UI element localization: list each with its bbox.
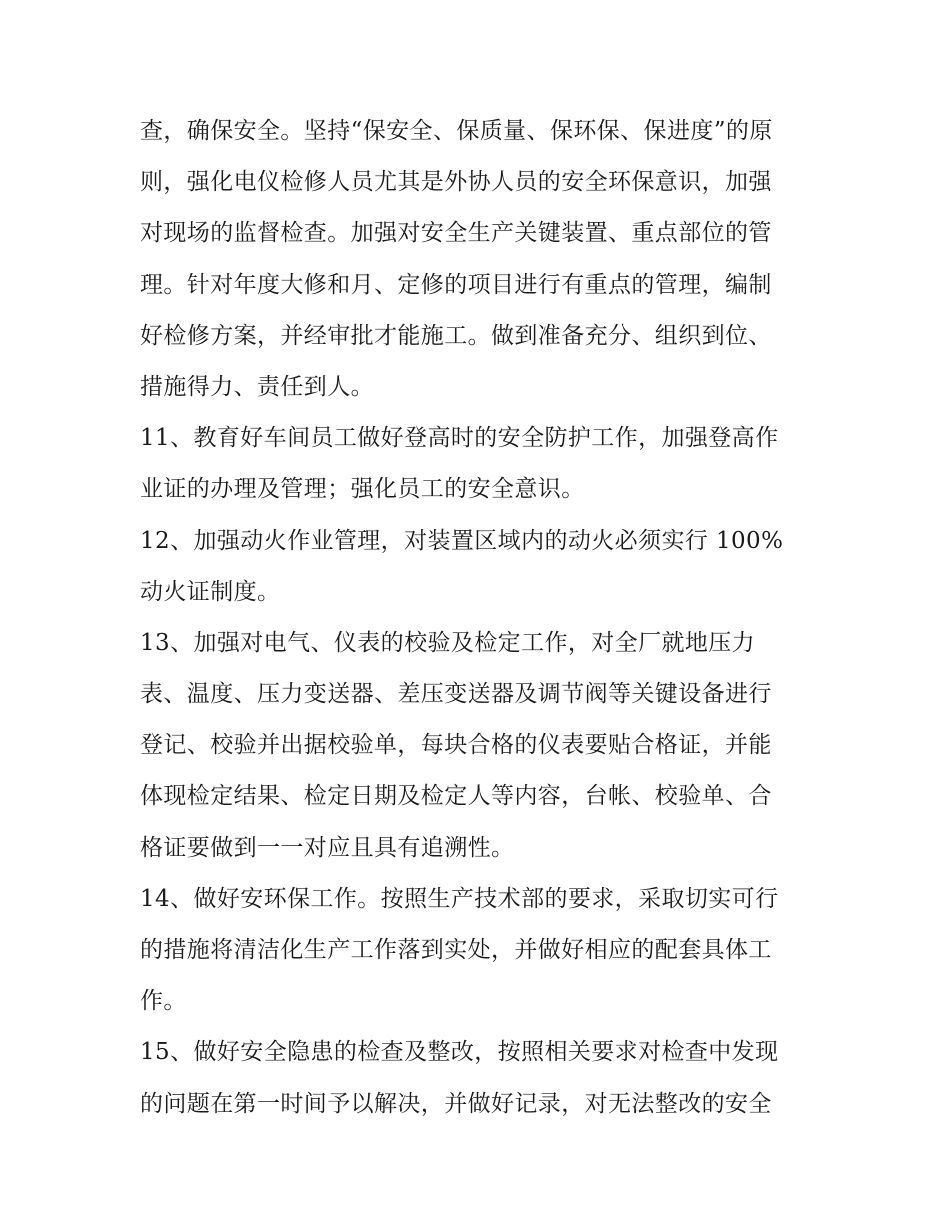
text-line: 动火证制度。: [140, 578, 281, 605]
text-line: 14、做好安环保工作。按照生产技术部的要求，采取切实可行: [140, 885, 779, 912]
text-line: 体现检定结果、检定日期及检定人等内容，台帐、校验单、合: [140, 783, 772, 810]
text-line: 的措施将清洁化生产工作落到实处，并做好相应的配套具体工: [140, 937, 772, 963]
text-line: 的问题在第一时间予以解决，并做好记录，对无法整改的安全: [140, 1090, 772, 1117]
text-line: 13、加强对电气、仪表的校验及检定工作，对全厂就地压力: [140, 629, 756, 656]
text-line: 业证的办理及管理；强化员工的安全意识。: [140, 476, 585, 503]
text-line: 15、做好安全隐患的检查及整改，按照相关要求对检查中发现: [140, 1039, 779, 1066]
paragraph-item-14: [140, 874, 815, 1028]
text-line: 11、教育好车间员工做好登高时的安全防护工作，加强登高作: [140, 425, 779, 452]
text-line: 表、温度、压力变送器、差压变送器及调节阀等关键设备进行: [140, 681, 772, 708]
text-line: 查，确保安全。坚持“保安全、保质量、保环保、保进度”的原: [140, 118, 773, 144]
text-line: 12、加强动火作业管理，对装置区域内的动火必须实行 100%: [140, 527, 784, 554]
text-line: 理。针对年度大修和月、定修的项目进行有重点的管理，编制: [140, 271, 772, 298]
paragraph-item-11: [140, 413, 815, 515]
paragraph-item-12: [140, 516, 815, 618]
text-line: 作。: [140, 988, 187, 1015]
text-line: 好检修方案，并经审批才能施工。做到准备充分、组织到位、: [140, 322, 772, 349]
document-body: [140, 106, 815, 1130]
paragraph-item-15: [140, 1027, 815, 1129]
text-line: 措施得力、责任到人。: [140, 373, 374, 400]
text-line: 格证要做到一一对应且具有追溯性。: [140, 834, 515, 861]
paragraph-item-13: [140, 618, 815, 874]
text-line: 则，强化电仪检修人员尤其是外协人员的安全环保意识，加强: [140, 169, 772, 196]
paragraph-safety-inspection: [140, 106, 815, 413]
text-line: 登记、校验并出据校验单，每块合格的仪表要贴合格证，并能: [140, 732, 772, 759]
text-line: 对现场的监督检查。加强对安全生产关键装置、重点部位的管: [140, 220, 772, 247]
